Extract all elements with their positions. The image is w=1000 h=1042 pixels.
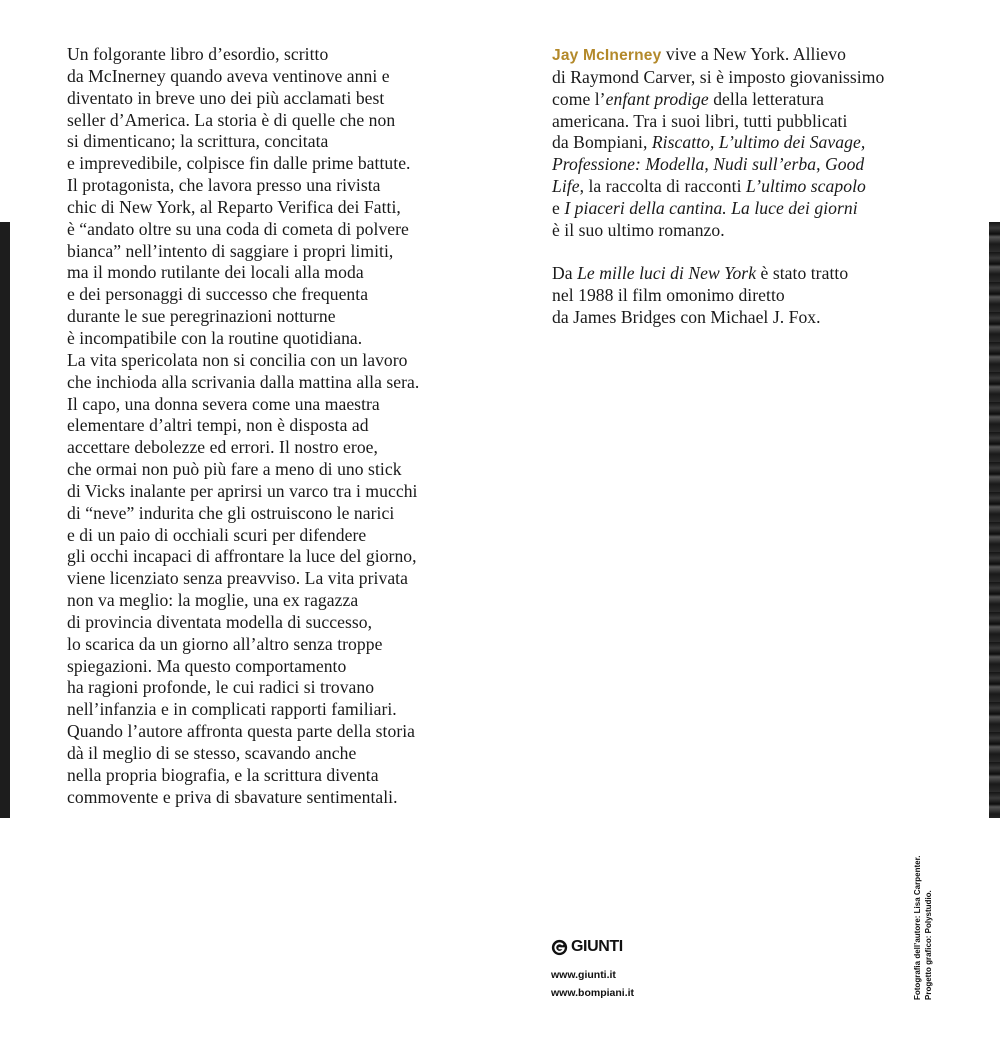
synopsis-line: accettare debolezze ed errori. Il nostro eroe, <box>67 437 378 458</box>
book-title: I piaceri della cantina. La luce dei giorni <box>564 197 858 218</box>
synopsis-line: Il capo, una donna severa come una maestra <box>67 393 380 414</box>
synopsis-line: ha ragioni profonde, le cui radici si trovano <box>67 677 375 698</box>
bio-italic: enfant prodige <box>605 88 709 109</box>
bio-line <box>552 154 952 176</box>
synopsis-line: è incompatibile con la routine quotidiana. <box>67 327 363 348</box>
bio-text: come l’ <box>552 88 606 109</box>
film-text: è stato tratto <box>756 263 849 284</box>
bio-line <box>552 176 952 198</box>
book-title: Professione: Modella <box>552 154 705 175</box>
synopsis-line: diventato in breve uno dei più acclamati best <box>67 87 385 108</box>
synopsis-line: dà il meglio di se stesso, scavando anche <box>67 743 357 763</box>
photo-credit: Fotografia dell’autore: Lisa Carpenter. <box>913 855 922 1000</box>
book-title: Nudi sull’erba <box>713 154 817 175</box>
synopsis-line: elementare d’altri tempi, non è disposta ad <box>67 415 369 436</box>
synopsis-line: Quando l’autore affronta questa parte della storia <box>67 721 416 742</box>
synopsis-line: da McInerney quando aveva ventinove anni e <box>67 65 390 86</box>
synopsis-column <box>67 44 467 809</box>
bio-line: americana. Tra i suoi libri, tutti pubblicati <box>552 110 848 131</box>
synopsis-line: di Vicks inalante per aprirsi un varco tra i mucchi <box>67 480 418 501</box>
publisher-logo <box>551 936 623 958</box>
synopsis-line: spiegazioni. Ma questo comportamento <box>67 655 347 676</box>
bio-text: vive a New York. Allievo <box>661 44 846 64</box>
synopsis-line: Il protagonista, che lavora presso una rivista <box>67 175 381 196</box>
bio-line: è il suo ultimo romanzo. <box>552 219 725 240</box>
bio-text: da Bompiani, <box>552 132 652 153</box>
synopsis-line: che inchioda alla scrivania dalla mattina alla sera. <box>67 371 420 392</box>
author-name: Jay McInerney <box>552 47 662 64</box>
synopsis-line: è “andato oltre su una coda di cometa di polvere <box>67 218 409 239</box>
author-column <box>552 44 952 329</box>
design-credit: Progetto grafico: Polystudio. <box>924 890 933 1000</box>
bio-line <box>552 132 952 154</box>
film-line: nel 1988 il film omonimo diretto <box>552 285 785 306</box>
bio-text: , <box>704 154 714 175</box>
url-giunti[interactable]: www.giunti.it <box>551 969 616 981</box>
bio-line: di Raymond Carver, si è imposto giovanissimo <box>552 66 885 87</box>
bio-text: della letteratura <box>708 88 824 109</box>
synopsis-line: La vita spericolata non si concilia con un lavoro <box>67 349 408 370</box>
book-title: Good <box>824 154 865 175</box>
synopsis-line: di “neve” indurita che gli ostruiscono le narici <box>67 502 395 523</box>
credits-vertical <box>912 856 934 1000</box>
synopsis-line: lo scarica da un giorno all’altro senza troppe <box>67 633 383 654</box>
synopsis-line: viene licenziato senza preavviso. La vita privata <box>67 568 408 589</box>
film-text: Da <box>552 263 578 284</box>
publisher-urls <box>551 966 634 1002</box>
bio-text: , la raccolta di racconti <box>579 176 746 197</box>
synopsis-line: chic di New York, al Reparto Verifica dei Fatti, <box>67 196 401 217</box>
bio-line <box>552 198 952 220</box>
synopsis-line: durante le sue peregrinazioni notturne <box>67 306 336 327</box>
synopsis-line: gli occhi incapaci di affrontare la luce del giorno, <box>67 546 417 567</box>
giunti-g-icon <box>551 939 568 956</box>
right-photo-strip <box>989 222 1000 818</box>
bio-text: e <box>552 197 565 218</box>
film-line <box>552 263 952 285</box>
paragraph-gap <box>552 242 952 264</box>
synopsis-line: bianca” nell’intento di saggiare i propri limiti, <box>67 240 394 261</box>
book-title: L’ultimo scapolo <box>745 176 866 197</box>
synopsis-line: commovente e priva di sbavature sentimentali. <box>67 786 398 807</box>
synopsis-line: che ormai non può più fare a meno di uno stick <box>67 459 402 480</box>
synopsis-line: e imprevedibile, colpisce fin dalle prime battute. <box>67 153 411 174</box>
left-photo-strip <box>0 222 10 818</box>
film-line: da James Bridges con Michael J. Fox. <box>552 307 821 328</box>
url-bompiani[interactable]: www.bompiani.it <box>551 987 635 999</box>
book-title: Riscatto, L’ultimo dei Savage, <box>651 132 866 153</box>
synopsis-line: nella propria biografia, e la scrittura diventa <box>67 764 379 785</box>
bio-text: , <box>816 154 825 175</box>
synopsis-line: e dei personaggi di successo che frequenta <box>67 284 369 305</box>
synopsis-line: nell’infanzia e in complicati rapporti familiari. <box>67 699 397 720</box>
bio-line <box>552 44 952 67</box>
book-title: Le mille luci di New York <box>577 263 757 284</box>
bio-line <box>552 89 952 111</box>
synopsis-line: si dimenticano; la scrittura, concitata <box>67 131 329 152</box>
synopsis-line: seller d’America. La storia è di quelle che non <box>67 109 396 130</box>
synopsis-line: Un folgorante libro d’esordio, scritto <box>67 44 329 64</box>
giunti-logo <box>551 936 623 958</box>
synopsis-line: non va meglio: la moglie, una ex ragazza <box>67 590 359 611</box>
synopsis-line: e di un paio di occhiali scuri per difendere <box>67 524 367 545</box>
giunti-wordmark: GIUNTI <box>571 938 623 955</box>
book-title: Life <box>552 176 580 197</box>
synopsis-line: di provincia diventata modella di successo, <box>67 611 373 632</box>
synopsis-line: ma il mondo rutilante dei locali alla moda <box>67 262 364 283</box>
